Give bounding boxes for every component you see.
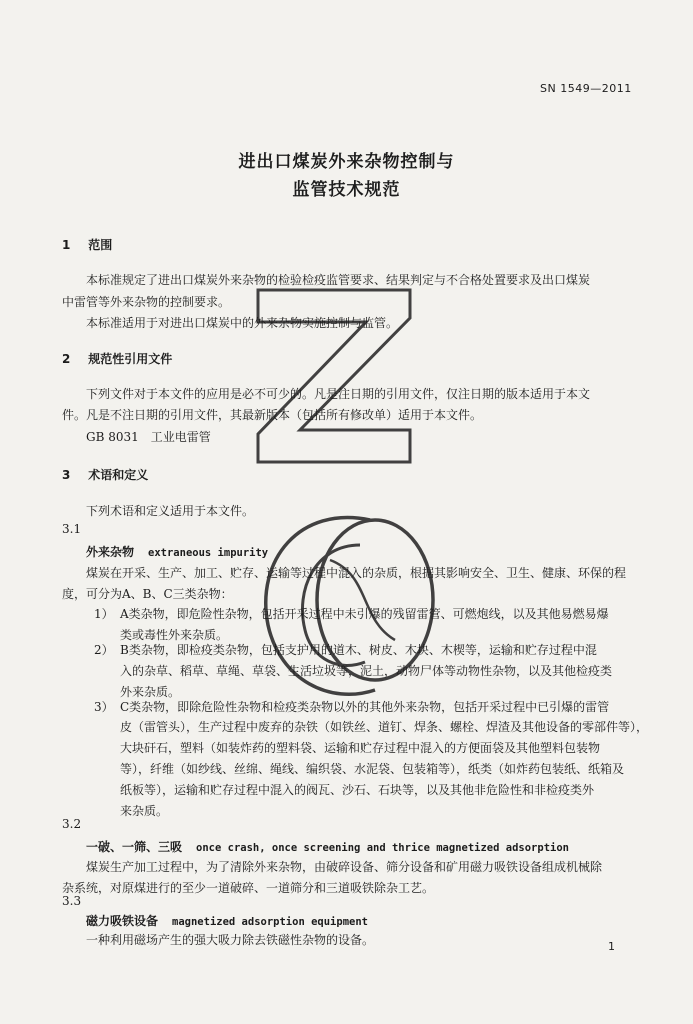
term-3-3-number: 3.3 (62, 894, 82, 908)
section1-paragraph1-line1: 本标准规定了进出口煤炭外来杂物的检验检疫监管要求、结果判定与不合格处置要求及出口煤炭 (86, 273, 591, 287)
list-item-1-line2: 类或毒性外来杂质。 (120, 628, 229, 642)
list-item-2-line1: B类杂物，即检疫类杂物，包括支护用的道木、树皮、木块、木楔等，运输和贮存过程中混 (120, 643, 597, 657)
term-3-3-cn: 磁力吸铁设备 (86, 914, 159, 928)
list-item-1-line1: A类杂物，即危险性杂物，包括开采过程中未引爆的残留雷管、可燃炮线，以及其他易燃易爆 (120, 607, 609, 621)
page-number: 1 (608, 940, 615, 953)
section1-paragraph2: 本标准适用于对进出口煤炭中的外来杂物实施控制与监管。 (86, 316, 399, 330)
page-title-line1: 进出口煤炭外来杂物控制与 (238, 152, 455, 172)
section2-paragraph-line2: 件。凡是不注日期的引用文件，其最新版本（包括所有修改单）适用于本文件。 (62, 408, 483, 422)
term-3-2-heading (86, 838, 569, 855)
term-3-2-number: 3.2 (62, 817, 82, 831)
term-3-3-en: magnetized adsorption equipment (172, 916, 368, 928)
list-item-3-line6: 来杂质。 (120, 804, 169, 818)
section2-heading (62, 350, 172, 367)
list-item-2-line2: 入的杂草、稻草、草绳、草袋、生活垃圾等，泥土，动物尸体等动物性杂物，以及其他检疫类 (120, 664, 613, 678)
section1-paragraph1-line2: 中雷管等外来杂物的控制要求。 (62, 295, 231, 309)
section3-number: 3 (62, 468, 71, 482)
term-3-1-definition-line1: 煤炭在开采、生产、加工、贮存、运输等过程中混入的杂质，根据其影响安全、卫生、健康、环保的程 (86, 566, 627, 580)
list-item-2-number: 2） (94, 643, 114, 657)
term-3-1-number: 3.1 (62, 522, 82, 536)
section2-number: 2 (62, 352, 71, 366)
term-3-2-definition-line1: 煤炭生产加工过程中，为了清除外来杂物，由破碎设备、筛分设备和矿用磁力吸铁设备组成机械除 (86, 860, 603, 874)
list-item-3-line4: 等），纤维（如纱线、丝绵、绳线、编织袋、水泥袋、包装箱等），纸类（如炸药包装纸、纸箱及 (120, 762, 625, 776)
term-3-2-cn: 一破、一筛、三吸 (86, 840, 183, 854)
section1-title: 范围 (88, 238, 113, 252)
term-3-3-heading (86, 912, 368, 929)
section3-heading (62, 466, 148, 483)
list-item-3-number: 3） (94, 700, 114, 714)
term-3-2-definition-line2: 杂系统，对原煤进行的至少一道破碎、一道筛分和三道吸铁除杂工艺。 (62, 881, 435, 895)
list-item-3-line3: 大块矸石，塑料（如装炸药的塑料袋、运输和贮存过程中混入的方便面袋及其他塑料包装物 (120, 741, 601, 755)
list-item-2-line3: 外来杂质。 (120, 685, 181, 699)
term-3-3-definition: 一种利用磁场产生的强大吸力除去铁磁性杂物的设备。 (86, 933, 375, 947)
term-3-1-en: extraneous impurity (148, 547, 269, 559)
section1-number: 1 (62, 238, 71, 252)
section3-intro: 下列术语和定义适用于本文件。 (86, 504, 255, 518)
section2-paragraph-line1: 下列文件对于本文件的应用是必不可少的。凡是注日期的引用文件，仅注日期的版本适用于本文 (86, 387, 591, 401)
list-item-3-line2: 皮（雷管头），生产过程中废弃的杂铁（如铁丝、道钉、焊条、螺栓、焊渣及其他设备的零部件等）， (120, 720, 649, 734)
document-number: SN 1549—2011 (540, 82, 632, 95)
section1-heading (62, 236, 112, 253)
list-item-1-number: 1） (94, 607, 114, 621)
term-3-1-definition-line2: 度，可分为A、B、C三类杂物： (62, 587, 233, 601)
term-3-1-cn: 外来杂物 (86, 545, 135, 559)
section3-title: 术语和定义 (88, 468, 149, 482)
term-3-1-heading (86, 543, 268, 560)
page-title-line2: 监管技术规范 (292, 180, 401, 200)
term-3-2-en: once crash, once screening and thrice magnetized adsorption (196, 842, 569, 854)
list-item-3-line1: C类杂物，即除危险性杂物和检疫类杂物以外的其他外来杂物，包括开采过程中已引爆的雷管 (120, 700, 610, 714)
section2-reference: GB 8031 工业电雷管 (86, 430, 211, 444)
section2-title: 规范性引用文件 (88, 352, 173, 366)
list-item-3-line5: 纸板等），运输和贮存过程中混入的阀瓦、沙石、石块等，以及其他非危险性和非检疫类外 (120, 783, 595, 797)
